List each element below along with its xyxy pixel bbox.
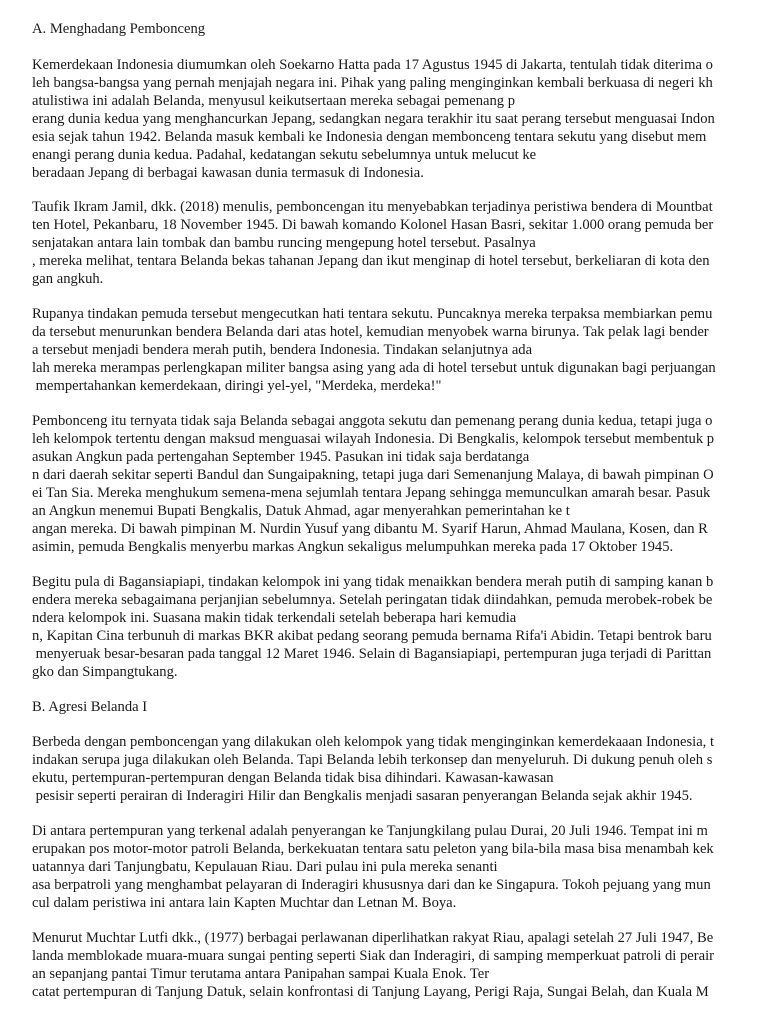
text-line: asimin, pemuda Bengkalis menyerbu markas Angkun sekaligus melumpuhkan mereka pada 17 Oktober 1945.	[32, 539, 674, 555]
text-line: indakan serupa juga dilakukan oleh Belanda. Tapi Belanda lebih terkonsep dan menyeluruh. Di dukung penuh oleh s	[32, 752, 713, 768]
text-line: an sepanjang pantai Timur terutama antara Panipahan sampai Kuala Enok. Ter	[32, 966, 490, 982]
text-line: Menurut Muchtar Lutfi dkk., (1977) berbagai perlawanan diperlihatkan rakyat Riau, apalagi setelah 27 Juli 1947, Be	[32, 930, 714, 946]
text-line: da tersebut menurunkan bendera Belanda dari atas hotel, kemudian menyobek warna birunya. Tak pelak lagi bender	[32, 324, 709, 340]
text-line: senjatakan antara lain tombak dan bambu runcing mengepung hotel tersebut. Pasalnya	[32, 235, 536, 251]
text-line: uatannya dari Tanjungbatu, Kepulauan Riau. Dari pulau ini pula mereka senanti	[32, 859, 498, 875]
text-line: Begitu pula di Bagansiapiapi, tindakan kelompok ini yang tidak menaikkan bendera merah putih di samping kanan b	[32, 574, 714, 590]
text-line: pesisir seperti perairan di Inderagiri Hilir dan Bengkalis menjadi sasaran penyerangan Belanda sejak akhir 1945.	[32, 788, 693, 804]
text-line: n, Kapitan Cina terbunuh di markas BKR akibat pedang seorang pemuda bernama Rifa'i Abidin. Tetapi bentrok baru	[32, 628, 712, 644]
text-line: leh bangsa-bangsa yang pernah menjajah negara ini. Pihak yang paling menginginkan kembali berkuasa di negeri kh	[32, 75, 713, 91]
text-line: n dari daerah sekitar seperti Bandul dan Sungaipakning, tetapi juga dari Semenanjung Malaya, di bawah pimpinan O	[32, 467, 714, 483]
text-line: ei Tan Sia. Mereka menghukum semena-mena sejumlah tentara Jepang sehingga memunculkan amarah besar. Pasuk	[32, 485, 711, 501]
text-line: gko dan Simpangtukang.	[32, 664, 178, 680]
text-line: , mereka melihat, tentara Belanda bekas tahanan Jepang dan ikut menginap di hotel tersebut, berkeliaran di kota den	[32, 253, 710, 269]
text-line: enangi perang dunia kedua. Padahal, kedatangan sekutu sebelumnya untuk melucut ke	[32, 147, 537, 163]
text-line: asukan Angkun pada pertengahan September 1945. Pasukan ini tidak saja berdatanga	[32, 449, 530, 465]
section-heading-b: B. Agresi Belanda I	[32, 699, 148, 715]
text-line: lah mereka merampas perlengkapan militer bangsa asing yang ada di hotel tersebut untuk digunakan bagi perjuangan	[32, 360, 716, 376]
text-line: Taufik Ikram Jamil, dkk. (2018) menulis, pemboncengan itu menyebabkan terjadinya peristiwa bendera di Mountbat	[32, 199, 713, 215]
text-line: mempertahankan kemerdekaan, diringi yel-yel, "Merdeka, merdeka!"	[32, 378, 442, 394]
text-line: endera mereka sebagaimana perjanjian sebelumnya. Setelah peringatan tidak diindahkan, pemuda merobek-robek be	[32, 592, 713, 608]
text-line: esia sejak tahun 1942. Belanda masuk kembali ke Indonesia dengan membonceng tentara sekutu yang disebut mem	[32, 129, 707, 145]
text-line: Di antara pertempuran yang terkenal adalah penyerangan ke Tanjungkilang pulau Durai, 20 Juli 1946. Tempat ini m	[32, 823, 708, 839]
text-line: beradaan Jepang di berbagai kawasan dunia termasuk di Indonesia.	[32, 165, 424, 181]
text-line: catat pertempuran di Tanjung Datuk, selain konfrontasi di Tanjung Layang, Perigi Raja, Sungai Belah, dan Kuala M	[32, 984, 709, 1000]
text-line: ekutu, pertempuran-pertempuran dengan Belanda tidak bisa dihindari. Kawasan-kawasan	[32, 770, 554, 786]
text-line: menyeruak besar-besaran pada tanggal 12 Maret 1946. Selain di Bagansiapiapi, pertempuran juga terjadi di Parittan	[32, 646, 712, 662]
text-line: cul dalam peristiwa ini antara lain Kapten Muchtar dan Letnan M. Boya.	[32, 895, 457, 911]
text-line: Berbeda dengan pemboncengan yang dilakukan oleh kelompok yang tidak menginginkan kemerdekaaan Indonesia, t	[32, 734, 715, 750]
text-line: Rupanya tindakan pemuda tersebut mengecutkan hati tentara sekutu. Puncaknya mereka terpaksa membiarkan pemu	[32, 306, 713, 322]
text-line: Pembonceng itu ternyata tidak saja Belanda sebagai anggota sekutu dan pemenang perang dunia kedua, tetapi juga o	[32, 413, 713, 429]
text-line: an Angkun menemui Bupati Bengkalis, Datuk Ahmad, agar menyerahkan pemerintahan ke t	[32, 503, 570, 519]
text-line: ndera kelompok ini. Suasana makin tidak terkendali setelah beberapa hari kemudia	[32, 610, 517, 626]
text-line: asa berpatroli yang menghambat pelayaran di Inderagiri khususnya dari dan ke Singapura. Tokoh pejuang yang mun	[32, 877, 711, 893]
text-line: angan mereka. Di bawah pimpinan M. Nurdin Yusuf yang dibantu M. Syarif Harun, Ahmad Maulana, Kosen, dan R	[32, 521, 708, 537]
text-line: erang dunia kedua yang menghancurkan Jepang, sedangkan negara terakhir itu saat perang tersebut menguasai Indon	[32, 111, 715, 127]
text-line: gan angkuh.	[32, 271, 104, 287]
section-heading-a: A. Menghadang Pembonceng	[32, 21, 206, 37]
text-line: landa memblokade muara-muara sungai penting seperti Siak dan Inderagiri, di samping memperkuat patroli di perair	[32, 948, 715, 964]
text-line: a tersebut menjadi bendera merah putih, bendera Indonesia. Tindakan selanjutnya ada	[32, 342, 533, 358]
text-line: atulistiwa ini adalah Belanda, menyusul keikutsertaan mereka sebagai pemenang p	[32, 93, 516, 109]
text-line: erupakan pos motor-motor patroli Belanda, berkekuatan tentara satu peleton yang bila-bila masa bisa menambah kek	[32, 841, 714, 857]
text-line: Kemerdekaan Indonesia diumumkan oleh Soekarno Hatta pada 17 Agustus 1945 di Jakarta, tentulah tidak diterima o	[32, 57, 713, 73]
text-line: leh kelompok tertentu dengan maksud menguasai wilayah Indonesia. Di Bengkalis, kelompok tersebut membentuk p	[32, 431, 715, 447]
text-line: ten Hotel, Pekanbaru, 18 November 1945. Di bawah komando Kolonel Hasan Basri, sekitar 1.000 orang pemuda ber	[32, 217, 714, 233]
